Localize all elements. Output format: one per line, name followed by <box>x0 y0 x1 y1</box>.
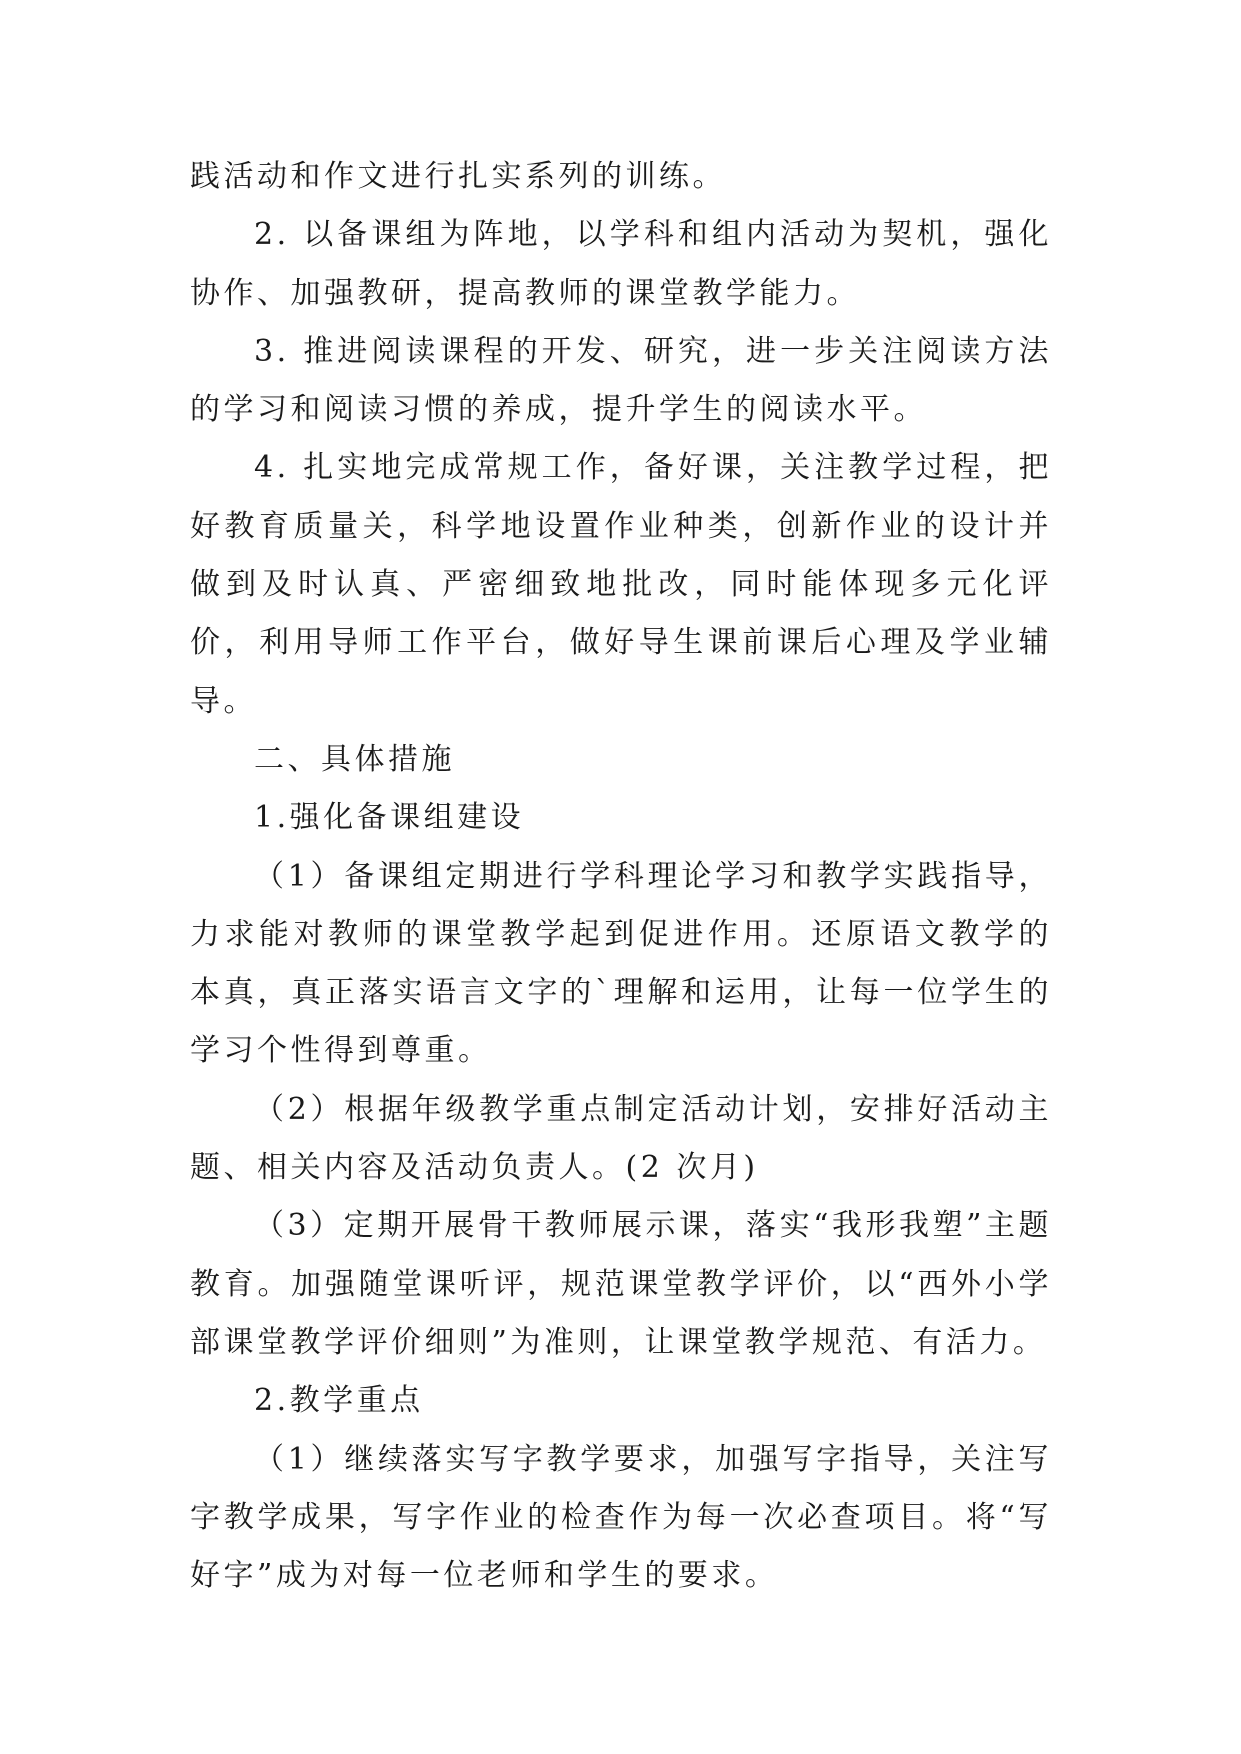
paragraph-sub-3: （3）定期开展骨干教师展示课，落实“我形我塑”主题教育。加强随堂课听评，规范课堂教学评价，以“西外小学部课堂教学评价细则”为准则，让课堂教学规范、有活力。 <box>190 1208 1052 1360</box>
paragraph-item-3: 3. 推进阅读课程的开发、研究，进一步关注阅读方法的学习和阅读习惯的养成，提升学生的阅读水平。 <box>190 333 1052 428</box>
section-heading-measures: 二、具体措施 <box>254 741 455 777</box>
document-body <box>190 148 1052 1605</box>
paragraph-item-4: 4. 扎实地完成常规工作，备好课，关注教学过程，把好教育质量关，科学地设置作业种类，创新作业的设计并做到及时认真、严密细致地批改，同时能体现多元化评价，利用导师工作平台，做好导生课前课后心理及学业辅导。 <box>190 450 1052 719</box>
subheading-lesson-group: 1.强化备课组建设 <box>254 800 525 836</box>
paragraph-writing-1: （1）继续落实写字教学要求，加强写字指导，关注写字教学成果，写字作业的检查作为每一次必查项目。将“写好字”成为对每一位老师和学生的要求。 <box>190 1441 1052 1594</box>
paragraph-sub-2: （2）根据年级教学重点制定活动计划，安排好活动主题、相关内容及活动负责人。(2 次月) <box>190 1091 1052 1186</box>
paragraph-sub-1: （1）备课组定期进行学科理论学习和教学实践指导，力求能对教师的课堂教学起到促进作用。还原语文教学的本真，真正落实语言文字的`理解和运用，让每一位学生的学习个性得到尊重。 <box>190 858 1052 1069</box>
subheading-teaching-focus: 2.教学重点 <box>254 1383 424 1419</box>
paragraph-continuation: 践活动和作文进行扎实系列的训练。 <box>190 159 726 194</box>
paragraph-item-2: 2. 以备课组为阵地，以学科和组内活动为契机，强化协作、加强教研，提高教师的课堂教学能力。 <box>190 217 1052 311</box>
